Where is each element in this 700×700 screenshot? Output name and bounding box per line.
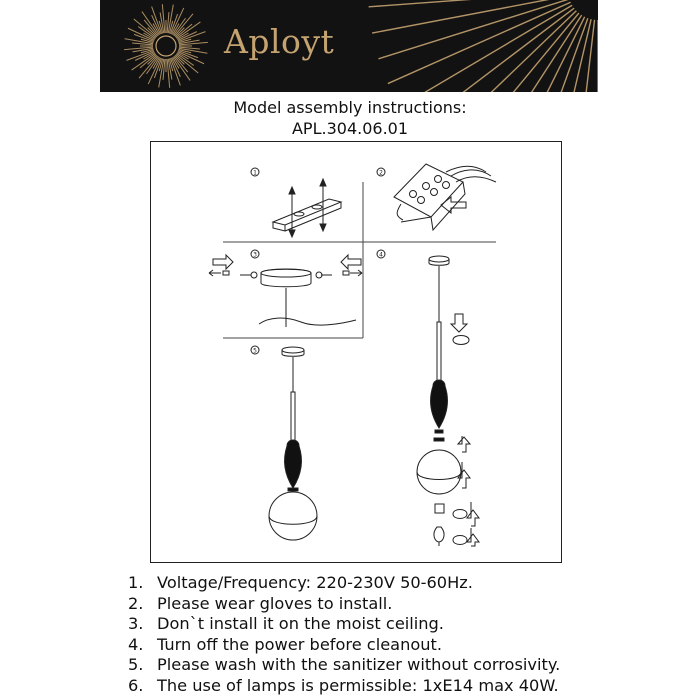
list-number: 3.	[128, 614, 144, 634]
list-number: 6.	[128, 675, 144, 695]
step-4-marker	[377, 250, 385, 259]
list-item	[128, 635, 560, 656]
list-text: Turn off the power before cleanout.	[157, 634, 442, 654]
list-number: 1.	[128, 573, 144, 592]
sunburst-ray	[400, 5, 572, 92]
step-number: 1	[253, 169, 257, 177]
sunburst-ray	[173, 57, 190, 81]
list-number: 2.	[128, 593, 144, 613]
assembly-diagram	[150, 141, 562, 563]
document-title: Model assembly instructions:	[233, 98, 467, 117]
list-item	[128, 573, 560, 594]
model-number: APL.304.06.01	[291, 119, 409, 138]
step-5-marker	[251, 346, 259, 355]
sunburst-ray	[174, 14, 193, 36]
assembly-diagram-drawing	[151, 142, 563, 564]
step-number: 2	[379, 169, 383, 177]
sunburst-ray	[379, 0, 570, 59]
step-number: 3	[253, 251, 257, 259]
sunburst-ray	[134, 19, 156, 38]
brand-banner	[100, 0, 598, 92]
step-1-marker	[251, 168, 259, 177]
sunburst-ray	[132, 53, 156, 70]
list-text: The use of lamps is permissible: 1xE14 max 40W.	[157, 675, 559, 695]
list-text: Please wash with the sanitizer without corrosivity.	[157, 655, 561, 675]
sunburst-decoration	[100, 0, 598, 92]
list-item	[128, 655, 560, 676]
list-text: Don`t install it on the moist ceiling.	[157, 614, 444, 634]
list-number: 4.	[128, 634, 144, 654]
sun-logo-icon	[156, 36, 176, 56]
lamp-parts-sequence-icon	[417, 256, 479, 546]
canopy-icon	[209, 255, 362, 327]
list-text: Please wear gloves to install.	[157, 593, 393, 613]
sunburst-ray	[496, 17, 585, 92]
list-text: Voltage/Frequency: 220-230V 50-60Hz.	[157, 573, 473, 592]
mounting-bracket-icon	[273, 179, 341, 237]
sunburst-ray	[177, 22, 201, 39]
list-item	[128, 594, 560, 615]
sunburst-ray	[142, 12, 159, 36]
step-number: 4	[379, 251, 383, 259]
sunburst-ray	[176, 54, 198, 73]
step-number: 5	[253, 347, 257, 355]
list-item	[128, 614, 560, 635]
brand-logo: Aployt	[224, 22, 335, 61]
terminal-block-icon	[394, 164, 496, 230]
assembled-pendant-icon	[269, 347, 317, 540]
list-item	[128, 676, 560, 697]
list-number: 5.	[128, 655, 144, 675]
instruction-notes	[128, 573, 560, 697]
sunburst-ray	[139, 56, 158, 78]
step-3-marker	[251, 250, 259, 259]
step-2-marker	[377, 168, 385, 177]
